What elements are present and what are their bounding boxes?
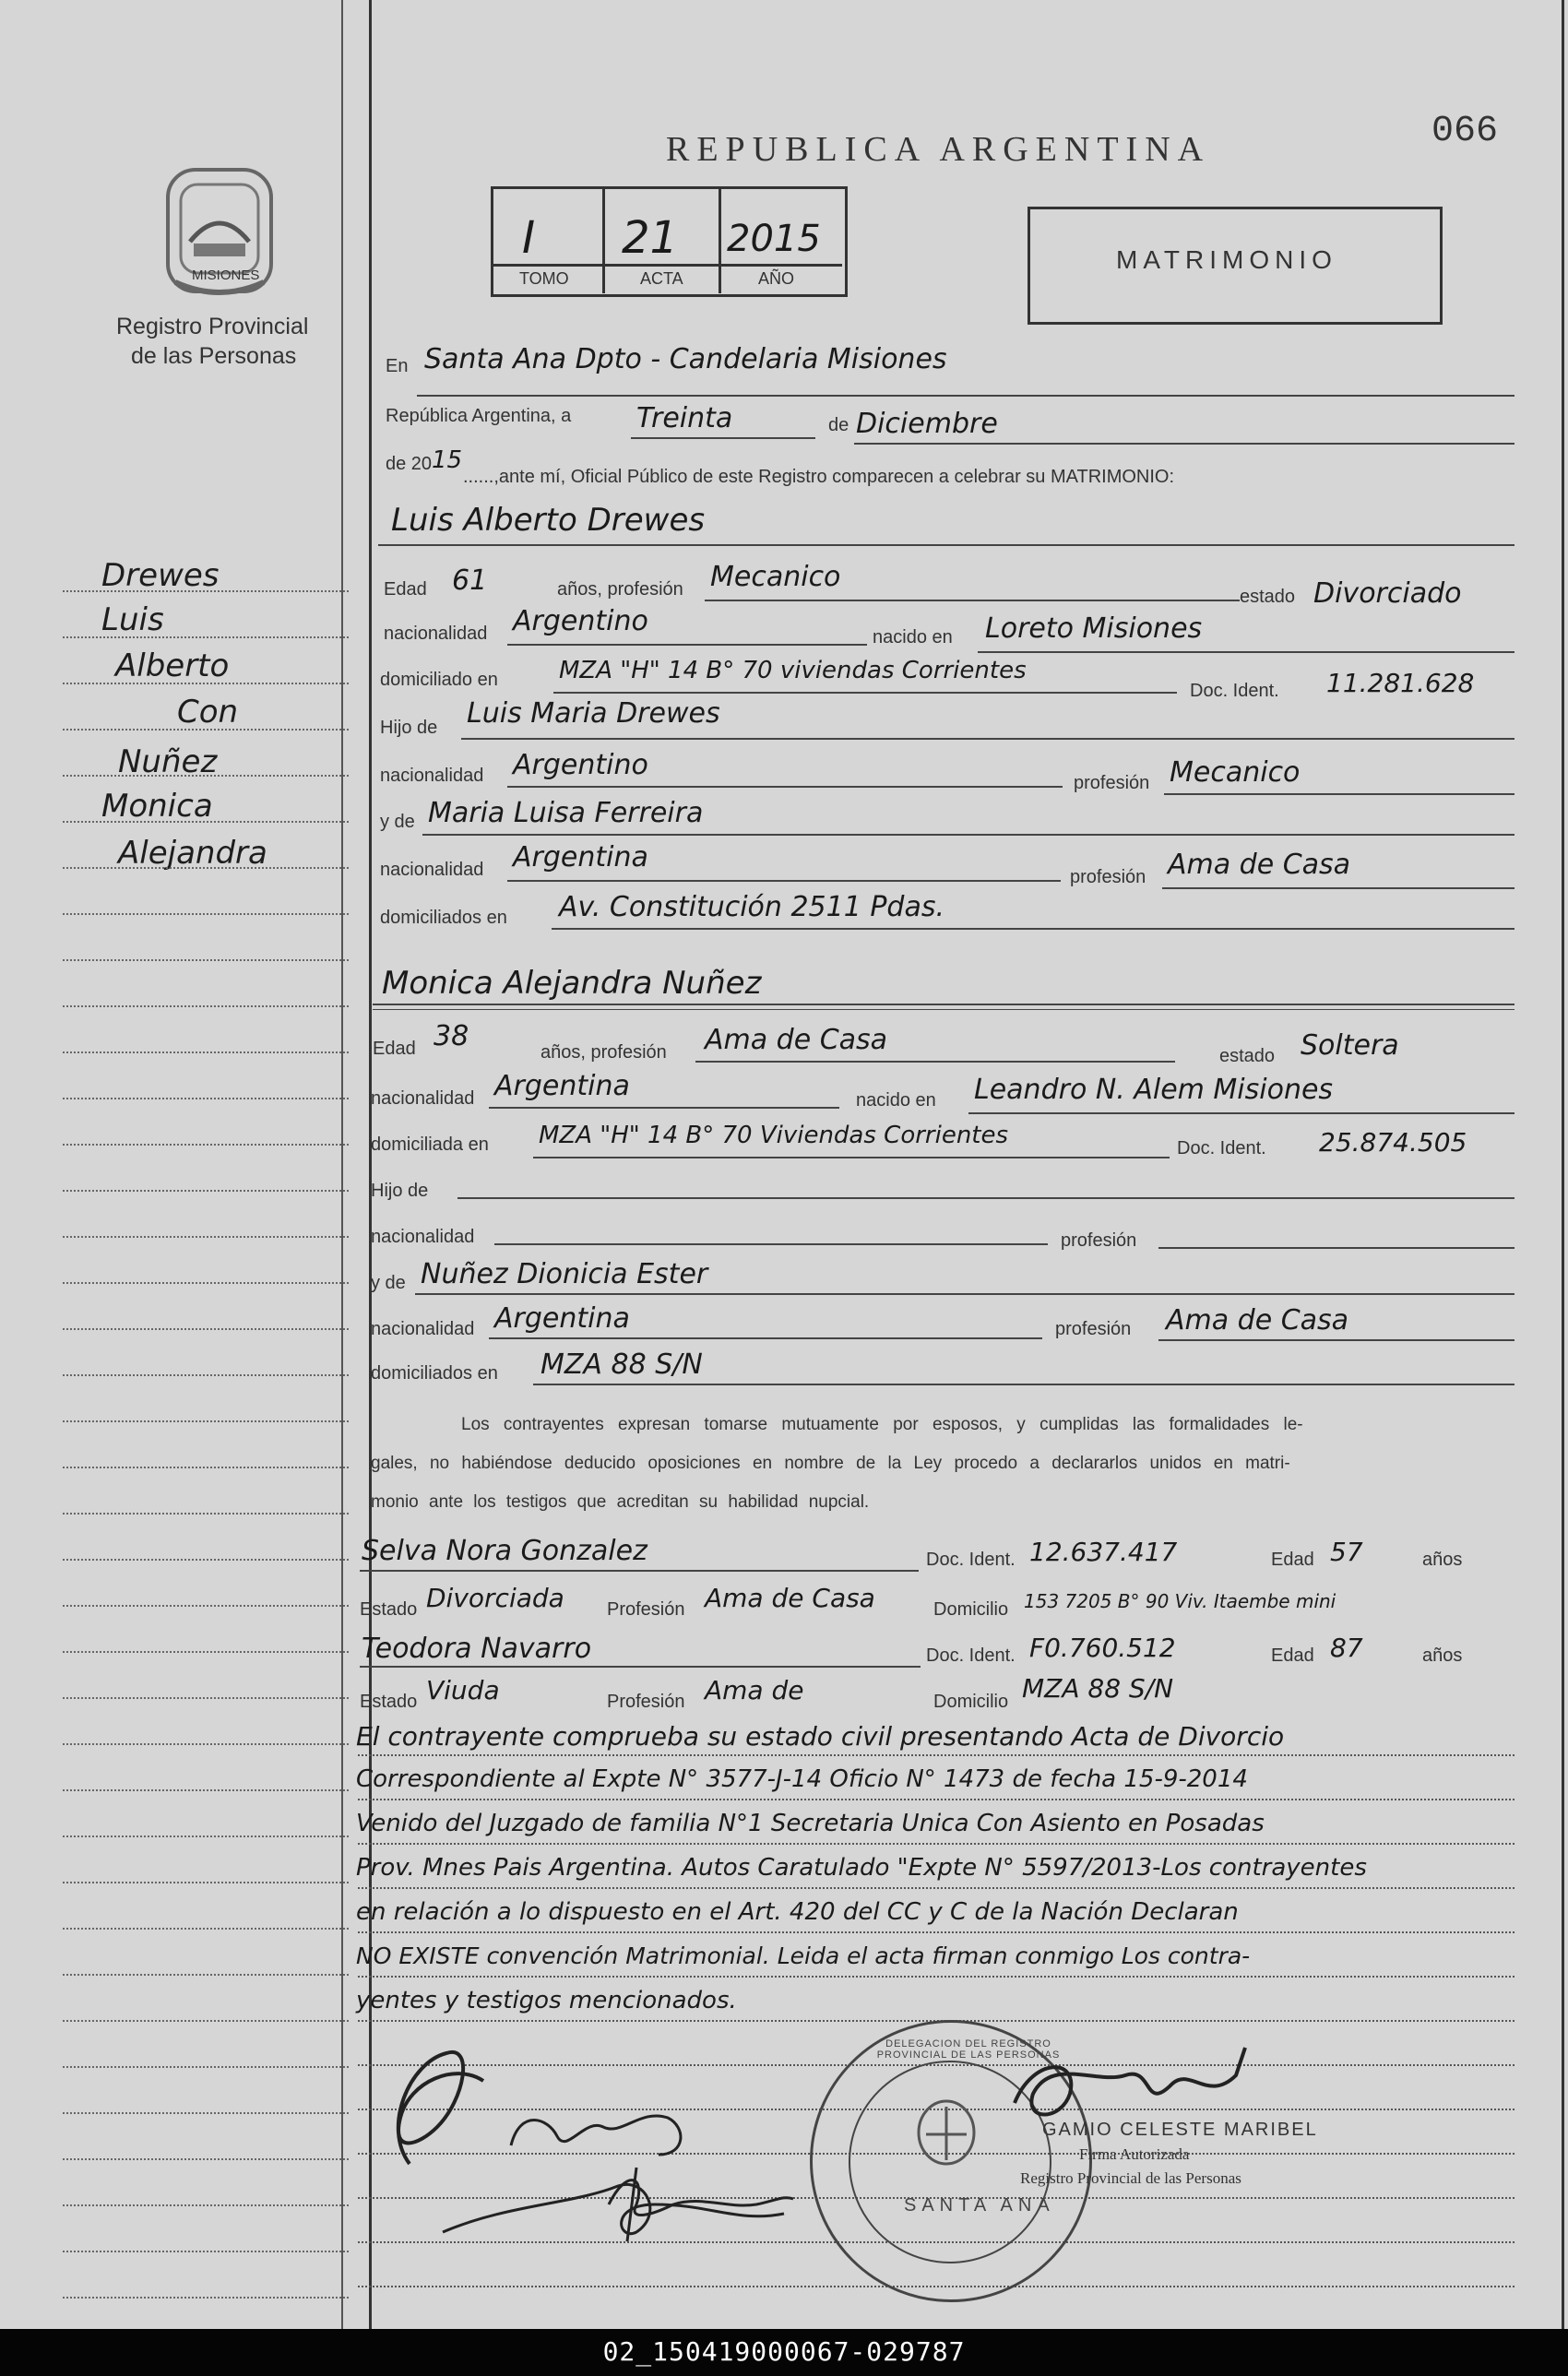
act-type: MATRIMONIO (1116, 245, 1337, 274)
margin-ruling (63, 1420, 349, 1422)
madre-prof-label: profesión (1055, 1319, 1132, 1339)
margin-ruling (63, 1651, 349, 1653)
padre-nac-label: nacionalidad (371, 1227, 475, 1247)
stamp-center-text: SANTA ANA (904, 2195, 1055, 2216)
note-line: NO EXISTE convención Matrimonial. Leida el acta firman conmigo Los contra- (356, 1942, 1251, 1969)
margin-ruling (63, 1928, 349, 1930)
profesion-label: Profesión (607, 1692, 685, 1712)
anos-profesion-label: años, profesión (557, 579, 683, 600)
margin-ruling (63, 683, 349, 684)
margin-name: Con (177, 694, 239, 731)
madre-nac-label: nacionalidad (380, 860, 484, 880)
seal-caption: MISIONES (192, 267, 260, 283)
margin-ruling (63, 1882, 349, 1883)
day-value: Treinta (636, 402, 733, 434)
groom-edad: 61 (452, 564, 488, 597)
margin-ruling (63, 2297, 349, 2299)
witness1-doc: 12.637.417 (1029, 1537, 1178, 1567)
bride-nacido: Leandro N. Alem Misiones (974, 1074, 1334, 1106)
bride-madre-nac: Argentina (494, 1302, 630, 1335)
margin-ruling (63, 1144, 349, 1146)
margin-ruling (63, 590, 349, 592)
margin-ruling (63, 821, 349, 823)
barcode-id: 02_150419000067-029787 (602, 2336, 966, 2367)
month-value: Diciembre (856, 408, 998, 440)
tomo-label: TOMO (519, 269, 569, 288)
domicilio-label: Domicilio (933, 1692, 1009, 1712)
groom-domicilio: MZA "H" 14 B° 70 viviendas Corrientes (559, 657, 1027, 684)
margin-ruling (63, 1236, 349, 1238)
coat-of-arms-icon (909, 2096, 983, 2169)
right-edge (1562, 0, 1564, 2329)
groom-padre: Luis Maria Drewes (467, 697, 720, 730)
anos-profesion-label: años, profesión (540, 1042, 667, 1063)
margin-ruling (63, 2158, 349, 2160)
margin-ruling (63, 1974, 349, 1976)
registry-name-line2: de las Personas (131, 343, 297, 369)
margin-ruling (63, 2066, 349, 2068)
margin-name: Monica (101, 788, 213, 825)
declaration-line3: monio ante los testigos que acreditan su habilidad nupcial. (371, 1492, 870, 1512)
intro-text: ......,ante mí, Oficial Público de este Registro comparecen a celebrar su MATRIMONIO: (463, 467, 1175, 487)
margin-ruling (63, 729, 349, 731)
domiciliado-label: domiciliado en (380, 670, 498, 690)
doc-label: Doc. Ident. (1190, 681, 1279, 701)
note-ruling (358, 1887, 1515, 1889)
groom-doc: 11.281.628 (1326, 668, 1475, 698)
domicilio-label: Domicilio (933, 1599, 1009, 1620)
witness1-edad: 57 (1330, 1537, 1363, 1567)
nacido-label: nacido en (856, 1090, 936, 1111)
groom-nacionalidad: Argentino (513, 605, 648, 637)
estado-label: estado (1240, 587, 1296, 607)
margin-ruling (63, 1098, 349, 1099)
acta-label: ACTA (640, 269, 683, 288)
edad-label: Edad (384, 579, 427, 600)
bride-profesion: Ama de Casa (705, 1024, 888, 1056)
padres-dom-label: domiciliados en (380, 908, 507, 928)
groom-madre-nac: Argentina (513, 841, 648, 873)
estado-label: Estado (360, 1599, 418, 1620)
doc-label: Doc. Ident. (1177, 1138, 1266, 1158)
witness1-name: Selva Nora Gonzalez (362, 1535, 647, 1567)
witness2-edad: 87 (1330, 1633, 1363, 1663)
margin-ruling (63, 1328, 349, 1330)
note-ruling (358, 1799, 1515, 1800)
margin-ruling (63, 913, 349, 915)
officer-name: GAMIO CELESTE MARIBEL (1042, 2120, 1318, 2140)
hijo-label: Hijo de (371, 1181, 429, 1201)
witness2-profesion: Ama de (705, 1675, 804, 1705)
margin-ruling (63, 867, 349, 869)
margin-ruling (63, 1559, 349, 1561)
padre-prof-label: profesión (1061, 1230, 1137, 1251)
declaration-line2: gales, no habiéndose deducido oposiciones en nombre de la Ley procedo a declararlos unidos en matri- (371, 1454, 1290, 1473)
margin-ruling (63, 2112, 349, 2114)
margin-ruling (63, 1282, 349, 1284)
anio-value: 2015 (727, 218, 821, 260)
place-value: Santa Ana Dpto - Candelaria Misiones (424, 343, 947, 375)
signature-witness (600, 2158, 802, 2232)
profesion-label: Profesión (607, 1599, 685, 1620)
nacido-label: nacido en (873, 627, 953, 647)
left-strip-rule (341, 0, 343, 2329)
witness2-domicilio: MZA 88 S/N (1022, 1673, 1174, 1704)
bride-nacionalidad: Argentina (494, 1070, 630, 1102)
anos-label: años (1422, 1550, 1463, 1570)
yde-label: y de (371, 1273, 406, 1293)
note-line: yentes y testigos mencionados. (356, 1987, 737, 2014)
note-ruling (358, 1754, 1515, 1756)
doc-label: Doc. Ident. (926, 1550, 1016, 1570)
madre-prof-label: profesión (1070, 867, 1146, 887)
margin-name: Alejandra (118, 835, 267, 872)
witness1-estado: Divorciada (426, 1583, 564, 1613)
groom-estado: Divorciado (1313, 577, 1462, 610)
padre-nac-label: nacionalidad (380, 766, 484, 786)
bride-domicilio: MZA "H" 14 B° 70 Viviendas Corrientes (539, 1122, 1009, 1149)
margin-ruling (63, 1605, 349, 1607)
margin-ruling (63, 2251, 349, 2252)
scan-footer (0, 2329, 1568, 2376)
bride-name: Monica Alejandra Nuñez (382, 965, 762, 1002)
bride-edad: 38 (434, 1020, 469, 1052)
doc-label: Doc. Ident. (926, 1645, 1016, 1666)
groom-name: Luis Alberto Drewes (391, 502, 706, 539)
margin-ruling (63, 1467, 349, 1468)
acta-value: 21 (622, 212, 679, 264)
margin-ruling (63, 1190, 349, 1192)
margin-ruling (63, 1513, 349, 1515)
edad-label: Edad (373, 1039, 416, 1059)
witness2-doc: F0.760.512 (1029, 1633, 1176, 1663)
groom-padre-prof: Mecanico (1170, 756, 1301, 789)
officer-office: Registro Provincial de las Personas (1020, 2169, 1241, 2187)
groom-nacido: Loreto Misiones (985, 612, 1203, 645)
registry-name-line1: Registro Provincial (116, 314, 309, 339)
year-suffix: 15 (432, 446, 463, 474)
yde-label: y de (380, 812, 415, 832)
madre-nac-label: nacionalidad (371, 1319, 475, 1339)
witness1-domicilio: 153 7205 B° 90 Viv. Itaembe mini (1024, 1590, 1336, 1612)
officer-title: Firma Autorizada (1079, 2145, 1190, 2163)
republica-label: República Argentina, a (386, 406, 572, 426)
margin-ruling (63, 2020, 349, 2022)
note-line: Prov. Mnes Pais Argentina. Autos Caratulado "Expte N° 5597/2013-Los contrayentes (356, 1854, 1367, 1882)
anio-label: AÑO (758, 269, 795, 288)
margin-ruling (63, 1005, 349, 1007)
nacionalidad-label: nacionalidad (384, 624, 488, 644)
margin-ruling (63, 1835, 349, 1837)
nacionalidad-label: nacionalidad (371, 1088, 475, 1109)
margin-ruling (63, 1051, 349, 1053)
stamp-ring-text: DELEGACION DEL REGISTRO PROVINCIAL DE LAS PERSONAS (876, 2038, 1061, 2061)
bride-madre: Nuñez Dionicia Ester (421, 1258, 708, 1290)
estado-label: estado (1219, 1046, 1276, 1066)
witness2-estado: Viuda (426, 1675, 500, 1705)
margin-name: Alberto (115, 647, 230, 684)
bride-madre-prof: Ama de Casa (1166, 1304, 1349, 1336)
margin-ruling (63, 1743, 349, 1745)
edad-label: Edad (1271, 1550, 1314, 1570)
edad-label: Edad (1271, 1645, 1314, 1666)
margin-ruling (63, 1789, 349, 1791)
witness2-name: Teodora Navarro (362, 1633, 592, 1665)
tomo-value: I (522, 212, 536, 264)
en-label: En (386, 356, 409, 376)
padre-prof-label: profesión (1074, 773, 1150, 793)
note-ruling (358, 1976, 1515, 1978)
de-label: de (828, 415, 849, 435)
note-ruling (358, 1843, 1515, 1845)
bride-doc: 25.874.505 (1319, 1127, 1467, 1158)
page-number: 066 (1431, 111, 1499, 152)
year-prefix: de 20 (386, 454, 433, 474)
margin-name: Drewes (101, 557, 220, 594)
margin-name: Luis (101, 601, 164, 638)
margin-ruling (63, 636, 349, 638)
bride-estado: Soltera (1301, 1029, 1399, 1062)
groom-madre: Maria Luisa Ferreira (428, 797, 704, 829)
groom-padre-nac: Argentino (513, 749, 648, 781)
note-line: El contrayente comprueba su estado civil presentando Acta de Divorcio (356, 1721, 1285, 1752)
note-line: Venido del Juzgado de familia N°1 Secretaria Unica Con Asiento en Posadas (356, 1810, 1265, 1837)
margin-ruling (63, 959, 349, 961)
note-line: Correspondiente al Expte N° 3577-J-14 Oficio N° 1473 de fecha 15-9-2014 (356, 1765, 1248, 1793)
groom-padres-dom: Av. Constitución 2511 Pdas. (559, 891, 945, 923)
domiciliada-label: domiciliada en (371, 1135, 489, 1155)
anos-label: años (1422, 1645, 1463, 1666)
padres-dom-label: domiciliados en (371, 1363, 498, 1384)
hijo-label: Hijo de (380, 718, 438, 738)
margin-ruling (63, 2204, 349, 2206)
margin-name: Nuñez (118, 743, 218, 780)
margin-ruling (63, 1697, 349, 1699)
note-line: en relación a lo dispuesto en el Art. 420 del CC y C de la Nación Declaran (356, 1898, 1239, 1926)
estado-label: Estado (360, 1692, 418, 1712)
groom-profesion: Mecanico (710, 561, 841, 593)
declaration-line1: Los contrayentes expresan tomarse mutuamente por esposos, y cumplidas las formalidades le- (461, 1415, 1303, 1434)
bride-padres-dom: MZA 88 S/N (540, 1348, 703, 1381)
note-ruling (358, 1931, 1515, 1933)
groom-madre-prof: Ama de Casa (1168, 849, 1351, 881)
margin-ruling (63, 1374, 349, 1376)
margin-rule (369, 0, 372, 2329)
margin-ruling (63, 775, 349, 777)
country-title: REPUBLICA ARGENTINA (666, 130, 1211, 169)
witness1-profesion: Ama de Casa (705, 1583, 875, 1613)
